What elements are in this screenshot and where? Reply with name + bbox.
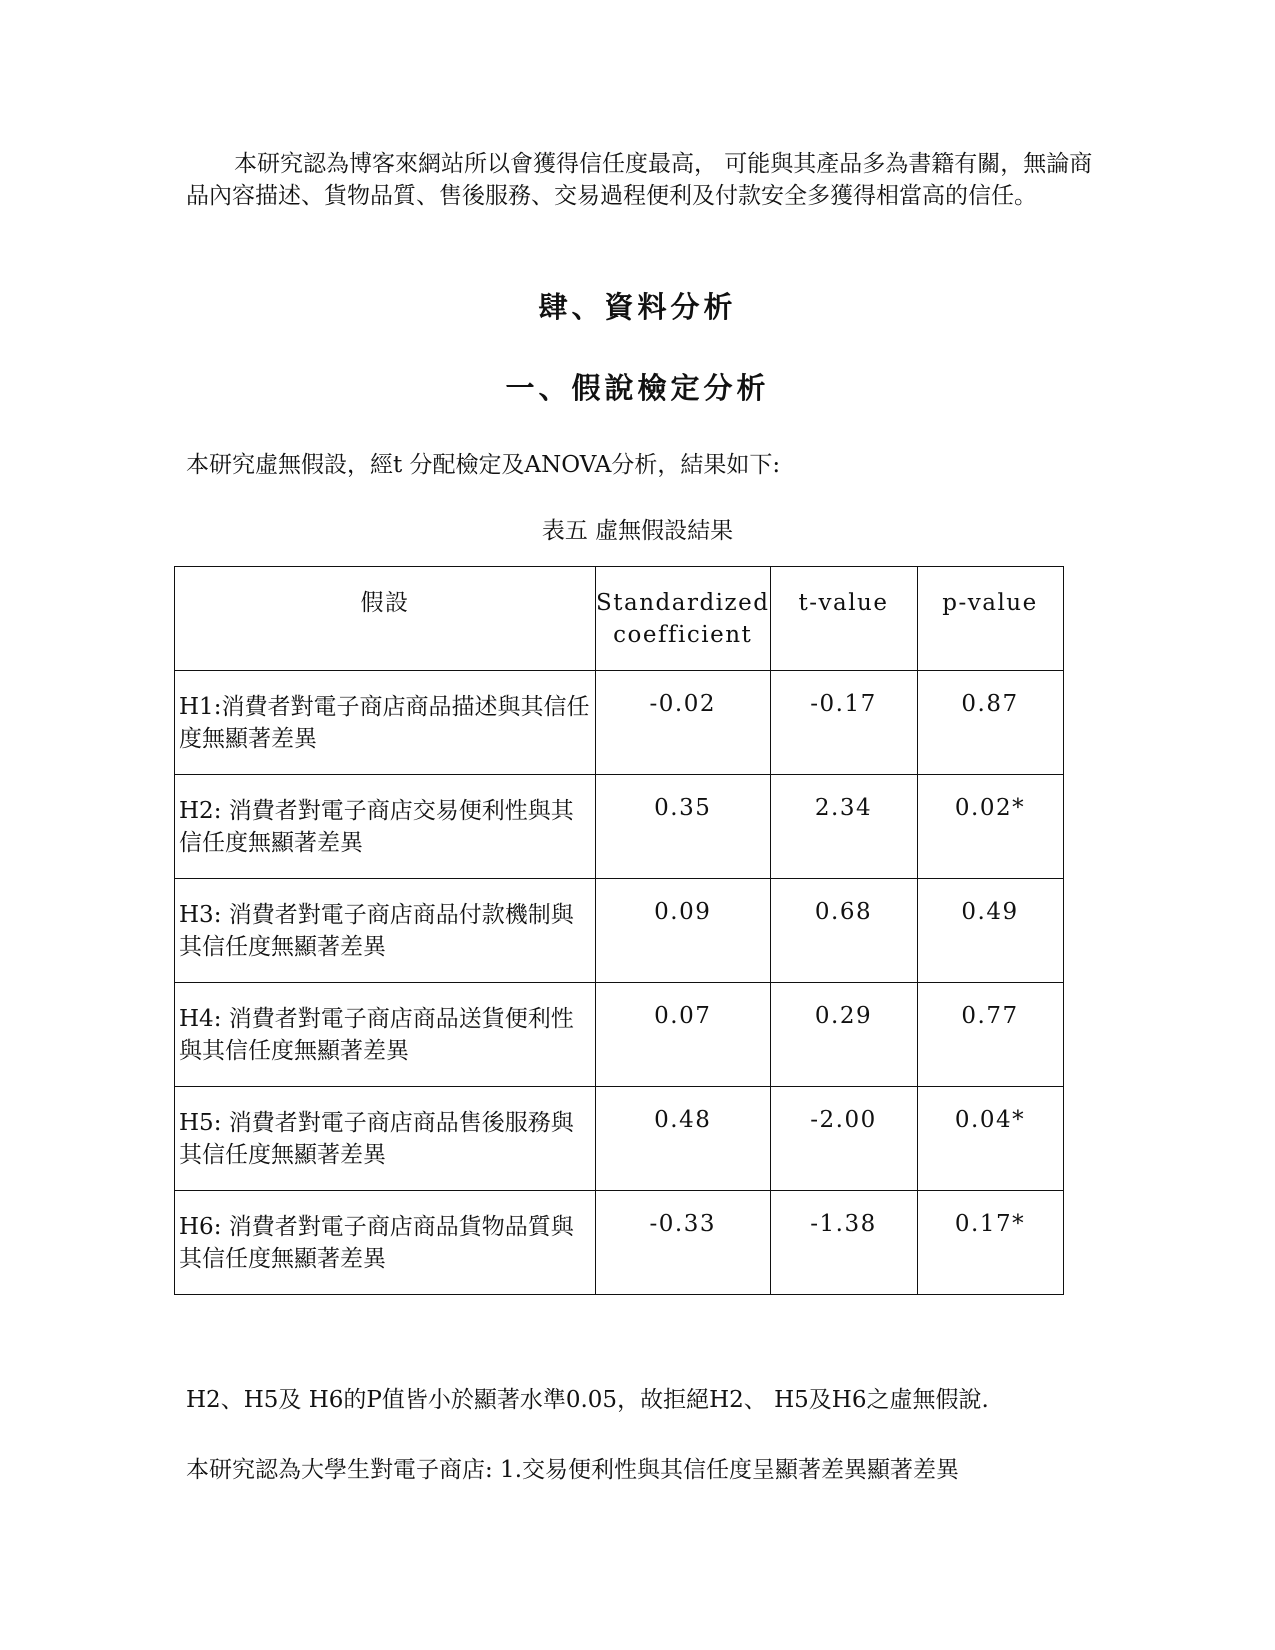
table-header-row — [175, 567, 1064, 671]
subsection-heading: 一、假說檢定分析 — [505, 371, 770, 405]
table-caption: 表五 虛無假設結果 — [541, 518, 734, 544]
p-value-cell: 0.02* — [917, 775, 1063, 879]
t-value-cell: 2.34 — [770, 775, 917, 879]
coefficient-cell: -0.33 — [596, 1191, 771, 1295]
table-row — [175, 775, 1064, 879]
section-heading: 肆、資料分析 — [538, 290, 737, 324]
hypothesis-cell: H2: 消費者對電子商店交易便利性與其信任度無顯著差異 — [175, 775, 596, 879]
header-p-value: p-value — [917, 567, 1063, 671]
table-row — [175, 983, 1064, 1087]
p-value-cell: 0.77 — [917, 983, 1063, 1087]
p-value-cell: 0.87 — [917, 671, 1063, 775]
finding-sentence: 本研究認為大學生對電子商店: 1.交易便利性與其信任度呈顯著差異顯著差異 — [186, 1457, 960, 1483]
p-value-cell: 0.17* — [917, 1191, 1063, 1295]
t-value-cell: -0.17 — [770, 671, 917, 775]
header-coefficient-line1: Standardized — [596, 590, 770, 616]
coefficient-cell: 0.48 — [596, 1087, 771, 1191]
table-row — [175, 1087, 1064, 1191]
t-value-cell: 0.68 — [770, 879, 917, 983]
hypothesis-cell: H1:消費者對電子商店商品描述與其信任度無顯著差異 — [175, 671, 596, 775]
header-hypothesis: 假設 — [175, 567, 596, 671]
header-coefficient — [596, 567, 771, 671]
results-table — [174, 566, 1064, 1295]
table-row — [175, 671, 1064, 775]
header-coefficient-line2: coefficient — [613, 622, 753, 648]
header-t-value: t-value — [770, 567, 917, 671]
conclusion-sentence: H2、H5及 H6的P值皆小於顯著水準0.05，故拒絕H2、 H5及H6之虛無假說. — [186, 1387, 989, 1413]
hypothesis-cell: H5: 消費者對電子商店商品售後服務與其信任度無顯著差異 — [175, 1087, 596, 1191]
table-row — [175, 879, 1064, 983]
t-value-cell: 0.29 — [770, 983, 917, 1087]
intro-paragraph: 本研究認為博客來網站所以會獲得信任度最高， 可能與其產品多為書籍有關，無論商品內容描述、貨物品質、售後服務、交易過程便利及付款安全多獲得相當高的信任。 — [186, 151, 1093, 209]
coefficient-cell: -0.02 — [596, 671, 771, 775]
t-value-cell: -2.00 — [770, 1087, 917, 1191]
coefficient-cell: 0.35 — [596, 775, 771, 879]
p-value-cell: 0.04* — [917, 1087, 1063, 1191]
table-row — [175, 1191, 1064, 1295]
lead-sentence: 本研究虛無假設，經t 分配檢定及ANOVA分析，結果如下: — [186, 452, 781, 478]
coefficient-cell: 0.07 — [596, 983, 771, 1087]
p-value-cell: 0.49 — [917, 879, 1063, 983]
hypothesis-cell: H3: 消費者對電子商店商品付款機制與其信任度無顯著差異 — [175, 879, 596, 983]
coefficient-cell: 0.09 — [596, 879, 771, 983]
hypothesis-cell: H6: 消費者對電子商店商品貨物品質與其信任度無顯著差異 — [175, 1191, 596, 1295]
t-value-cell: -1.38 — [770, 1191, 917, 1295]
hypothesis-cell: H4: 消費者對電子商店商品送貨便利性與其信任度無顯著差異 — [175, 983, 596, 1087]
